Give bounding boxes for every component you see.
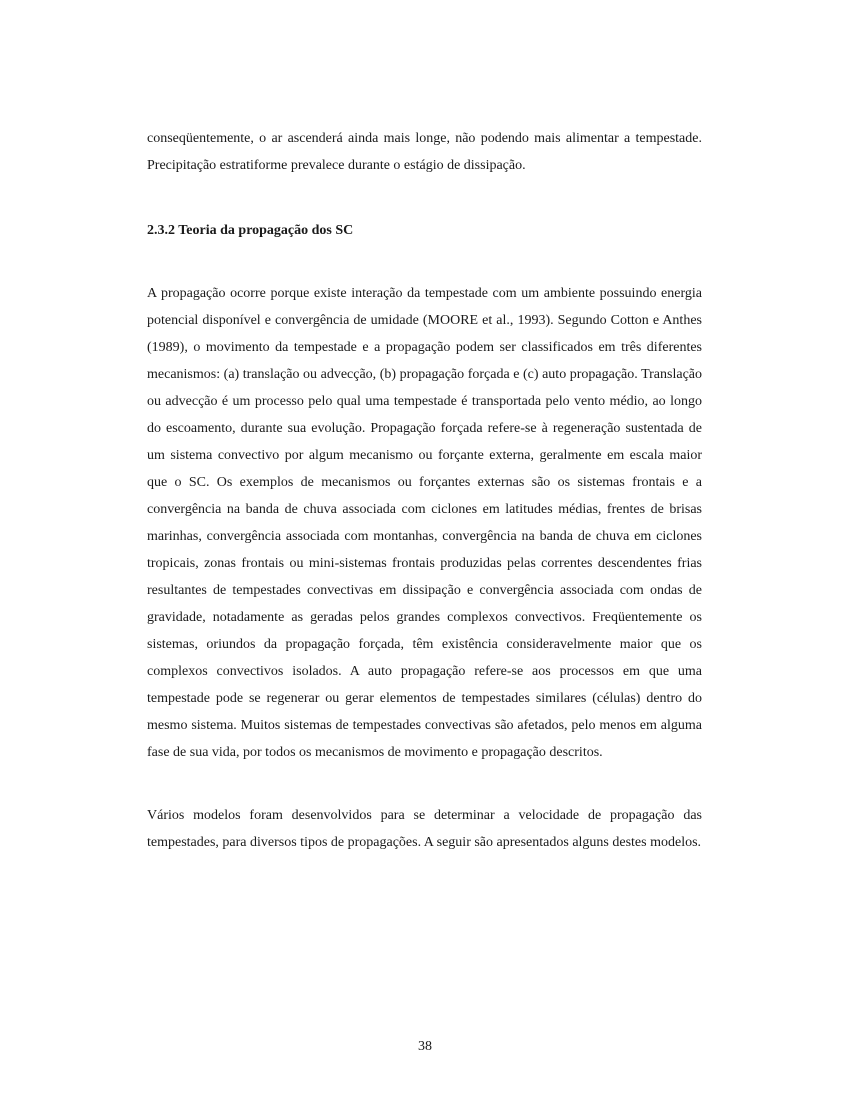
body-paragraph-propagation: A propagação ocorre porque existe interação da tempestade com um ambiente possuindo energia potencial disponível e convergência de umidade (MOORE et al., 1993). Segundo Cotton e Anthes (1989), o movimento da tempestade e a propagação podem ser classificados em três diferentes mecanismos: (a) translação ou advecção, (b) propagação forçada e (c) auto propagação. Translação ou advecção é um processo pelo qual uma tempestade é transportada pelo vento médio, ao longo do escoamento, durante sua evolução. Propagação forçada refere-se à regeneração sustentada de um sistema convectivo por algum mecanismo ou forçante externa, geralmente em escala maior que o SC. Os exemplos de mecanismos ou forçantes externas são os sistemas frontais e a convergência na banda de chuva associada com ciclones em latitudes médias, frentes de brisas marinhas, convergência associada com montanhas, convergência na banda de chuva em ciclones tropicais, zonas frontais ou mini-sistemas frontais produzidas pelas correntes descendentes frias resultantes de tempestades convectivas em dissipação e convergência associada com ondas de gravidade, notadamente as geradas pelos grandes complexos convectivos. Freqüentemente os sistemas, oriundos da propagação forçada, têm existência consideravelmente maior que os complexos convectivos isolados. A auto propagação refere-se aos processos em que uma tempestade pode se regenerar ou gerar elementos de tempestades similares (células) dentro do mesmo sistema. Muitos sistemas de tempestades convectivas são afetados, pelo menos em alguma fase de sua vida, por todos os mecanismos de movimento e propagação descritos.	[147, 286, 702, 760]
body-paragraph-models: Vários modelos foram desenvolvidos para se determinar a velocidade de propagação das tempestades, para diversos tipos de propagações. A seguir são apresentados alguns destes modelos.	[147, 808, 702, 850]
section-heading: 2.3.2 Teoria da propagação dos SC	[147, 223, 354, 238]
intro-paragraph: conseqüentemente, o ar ascenderá ainda mais longe, não podendo mais alimentar a tempestade. Precipitação estratiforme prevalece durante o estágio de dissipação.	[147, 131, 702, 173]
document-page	[147, 125, 702, 856]
page-number: 38	[418, 1039, 432, 1054]
